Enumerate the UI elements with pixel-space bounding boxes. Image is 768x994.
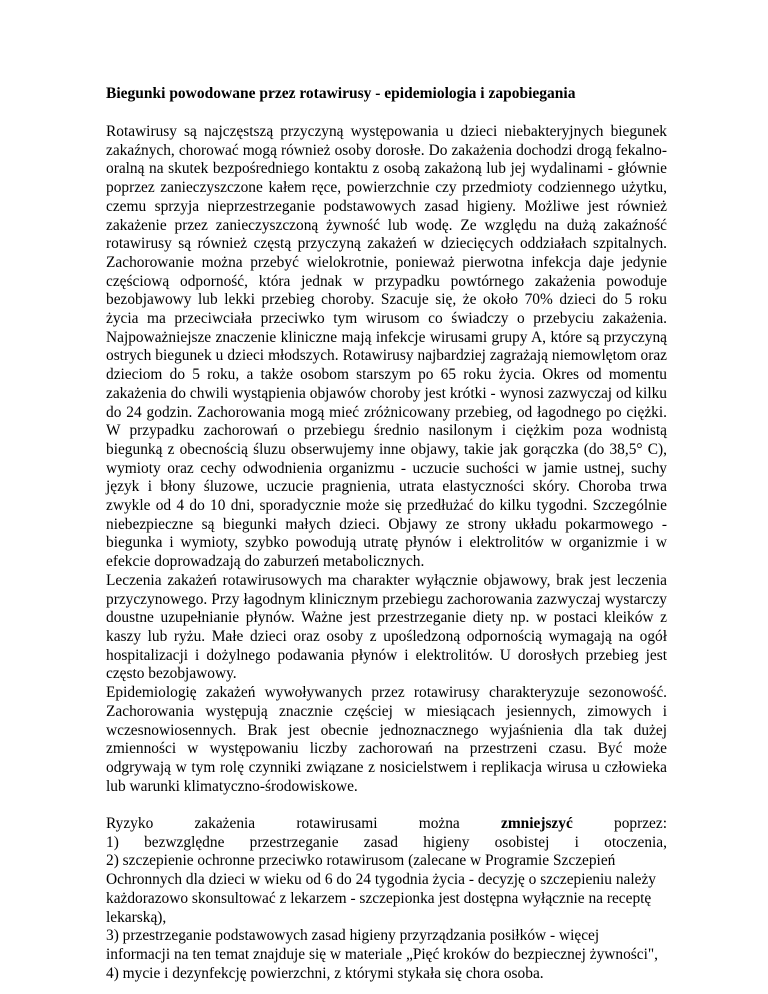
list-item-disinfection: 4) mycie i dezynfekcję powierzchni, z którymi stykała się chora osoba.: [106, 964, 544, 982]
risk-intro-end: poprzez:: [614, 815, 667, 832]
paragraph-gap: [106, 796, 667, 815]
risk-reduction-intro: [106, 815, 667, 834]
document-title: Biegunki powodowane przez rotawirusy - epidemiologia i zapobiegania: [106, 85, 576, 102]
paragraph-epidemiology: Rotawirusy są najczęstszą przyczyną występowania u dzieci niebakteryjnych biegunek zakaźnych, chorować mogą również osoby dorosłe. Do zakażenia dochodzi drogą fekalno-oralną na skutek bezpośredniego kontaktu z osobą zakażoną lub jej wydalinami - głównie poprzez zanieczyszczone kałem ręce, powierzchnie czy przedmioty codziennego użytku, czemu sprzyja nieprzestrzeganie podstawowych zasad higieny. Możliwe jest również zakażenie przez zanieczyszczoną żywność lub wodę. Ze względu na dużą zakaźność rotawirusy są również częstą przyczyną zakażeń w dziecięcych oddziałach szpitalnych. Zachorowanie można przebyć wielokrotnie, ponieważ pierwotna infekcja daje jedynie częściową odporność, która jednak w przypadku powtórnego zakażenia powoduje bezobjawowy lub lekki przebieg choroby. Szacuje się, że około 70% dzieci do 5 roku życia ma przeciwciała przeciwko tym wirusom co świadczy o przebyciu zakażenia. Najpoważniejsze znaczenie kliniczne mają infekcje wirusami grupy A, które są przyczyną ostrych biegunek u dzieci młodszych. Rotawirusy najbardziej zagrażają niemowlętom oraz dzieciom do 5 roku, a także osobom starszym po 65 roku życia. Okres od momentu zakażenia do chwili wystąpienia objawów choroby jest krótki - wynosi zazwyczaj od kilku do 24 godzin. Zachorowania mogą mieć zróżnicowany przebieg, od łagodnego po ciężki. W przypadku zachorowań o przebiegu średnio nasilonym i ciężkim poza wodnistą biegunką z obecnością śluzu obserwujemy inne objawy, takie jak gorączka (do 38,5° C), wymioty oraz cechy odwodnienia organizmu - uczucie suchości w jamie ustnej, suchy język i błony śluzowe, uczucie pragnienia, utrata elastyczności skóry. Choroba trwa zwykle od 4 do 10 dni, sporadycznie może się przedłużać do kilku tygodni. Szczególnie niebezpieczne są biegunki małych dzieci. Objawy ze strony układu pokarmowego - biegunka i wymioty, szybko powodują utratę płynów i elektrolitów w organizmie i w efekcie doprowadzają do zaburzeń metabolicznych.: [106, 123, 667, 571]
document-body: [106, 123, 667, 983]
paragraph-treatment: Leczenia zakażeń rotawirusowych ma charakter wyłącznie objawowy, brak jest leczenia przyczynowego. Przy łagodnym klinicznym przebiegu zachorowania zazwyczaj wystarczy doustne uzupełnianie płynów. Ważne jest przestrzeganie diety np. w postaci kleików z kaszy lub ryżu. Małe dzieci oraz osoby z upośledzoną odpornością wymagają na ogół hospitalizacji i dożylnego podawania płynów i elektrolitów. U dorosłych przebieg jest często bezobjawowy.: [106, 571, 667, 683]
list-item-vaccination: 2) szczepienie ochronne przeciwko rotawirusom (zalecane w Programie Szczepień Ochronnych dla dzieci w wieku od 6 do 24 tygodnia życia - decyzję o szczepieniu należy każdorazowo skonsultować z lekarzem - szczepionka jest dostępna wyłącznie na receptę lekarską),: [106, 852, 657, 926]
list-item-food-safety: 3) przestrzeganie podstawowych zasad higieny przyrządzania posiłków - więcej informacji na ten temat znajduje się w materiale „Pięć kroków do bezpiecznej żywności",: [106, 927, 659, 963]
risk-intro-text: Ryzyko zakażenia rotawirusami można: [106, 815, 460, 832]
paragraph-seasonality: Epidemiologię zakażeń wywoływanych przez rotawirusy charakteryzuje sezonowość. Zachorowania występują znacznie częściej w miesiącach jesiennych, zimowych i wczesnowiosennych. Brak jest obecnie jednoznacznego wyjaśnienia dla tak dużej zmienności w występowaniu liczby zachorowań na przestrzeni czasu. Być może odgrywają w tym rolę czynniki związane z nosicielstwem i replikacja wirusa u człowieka lub warunki klimatyczno-środowiskowe.: [106, 684, 667, 795]
list-item-hygiene: 1) bezwzględne przestrzeganie zasad higieny osobistej i otoczenia,: [106, 833, 667, 851]
risk-intro-bold: zmniejszyć: [501, 815, 573, 832]
